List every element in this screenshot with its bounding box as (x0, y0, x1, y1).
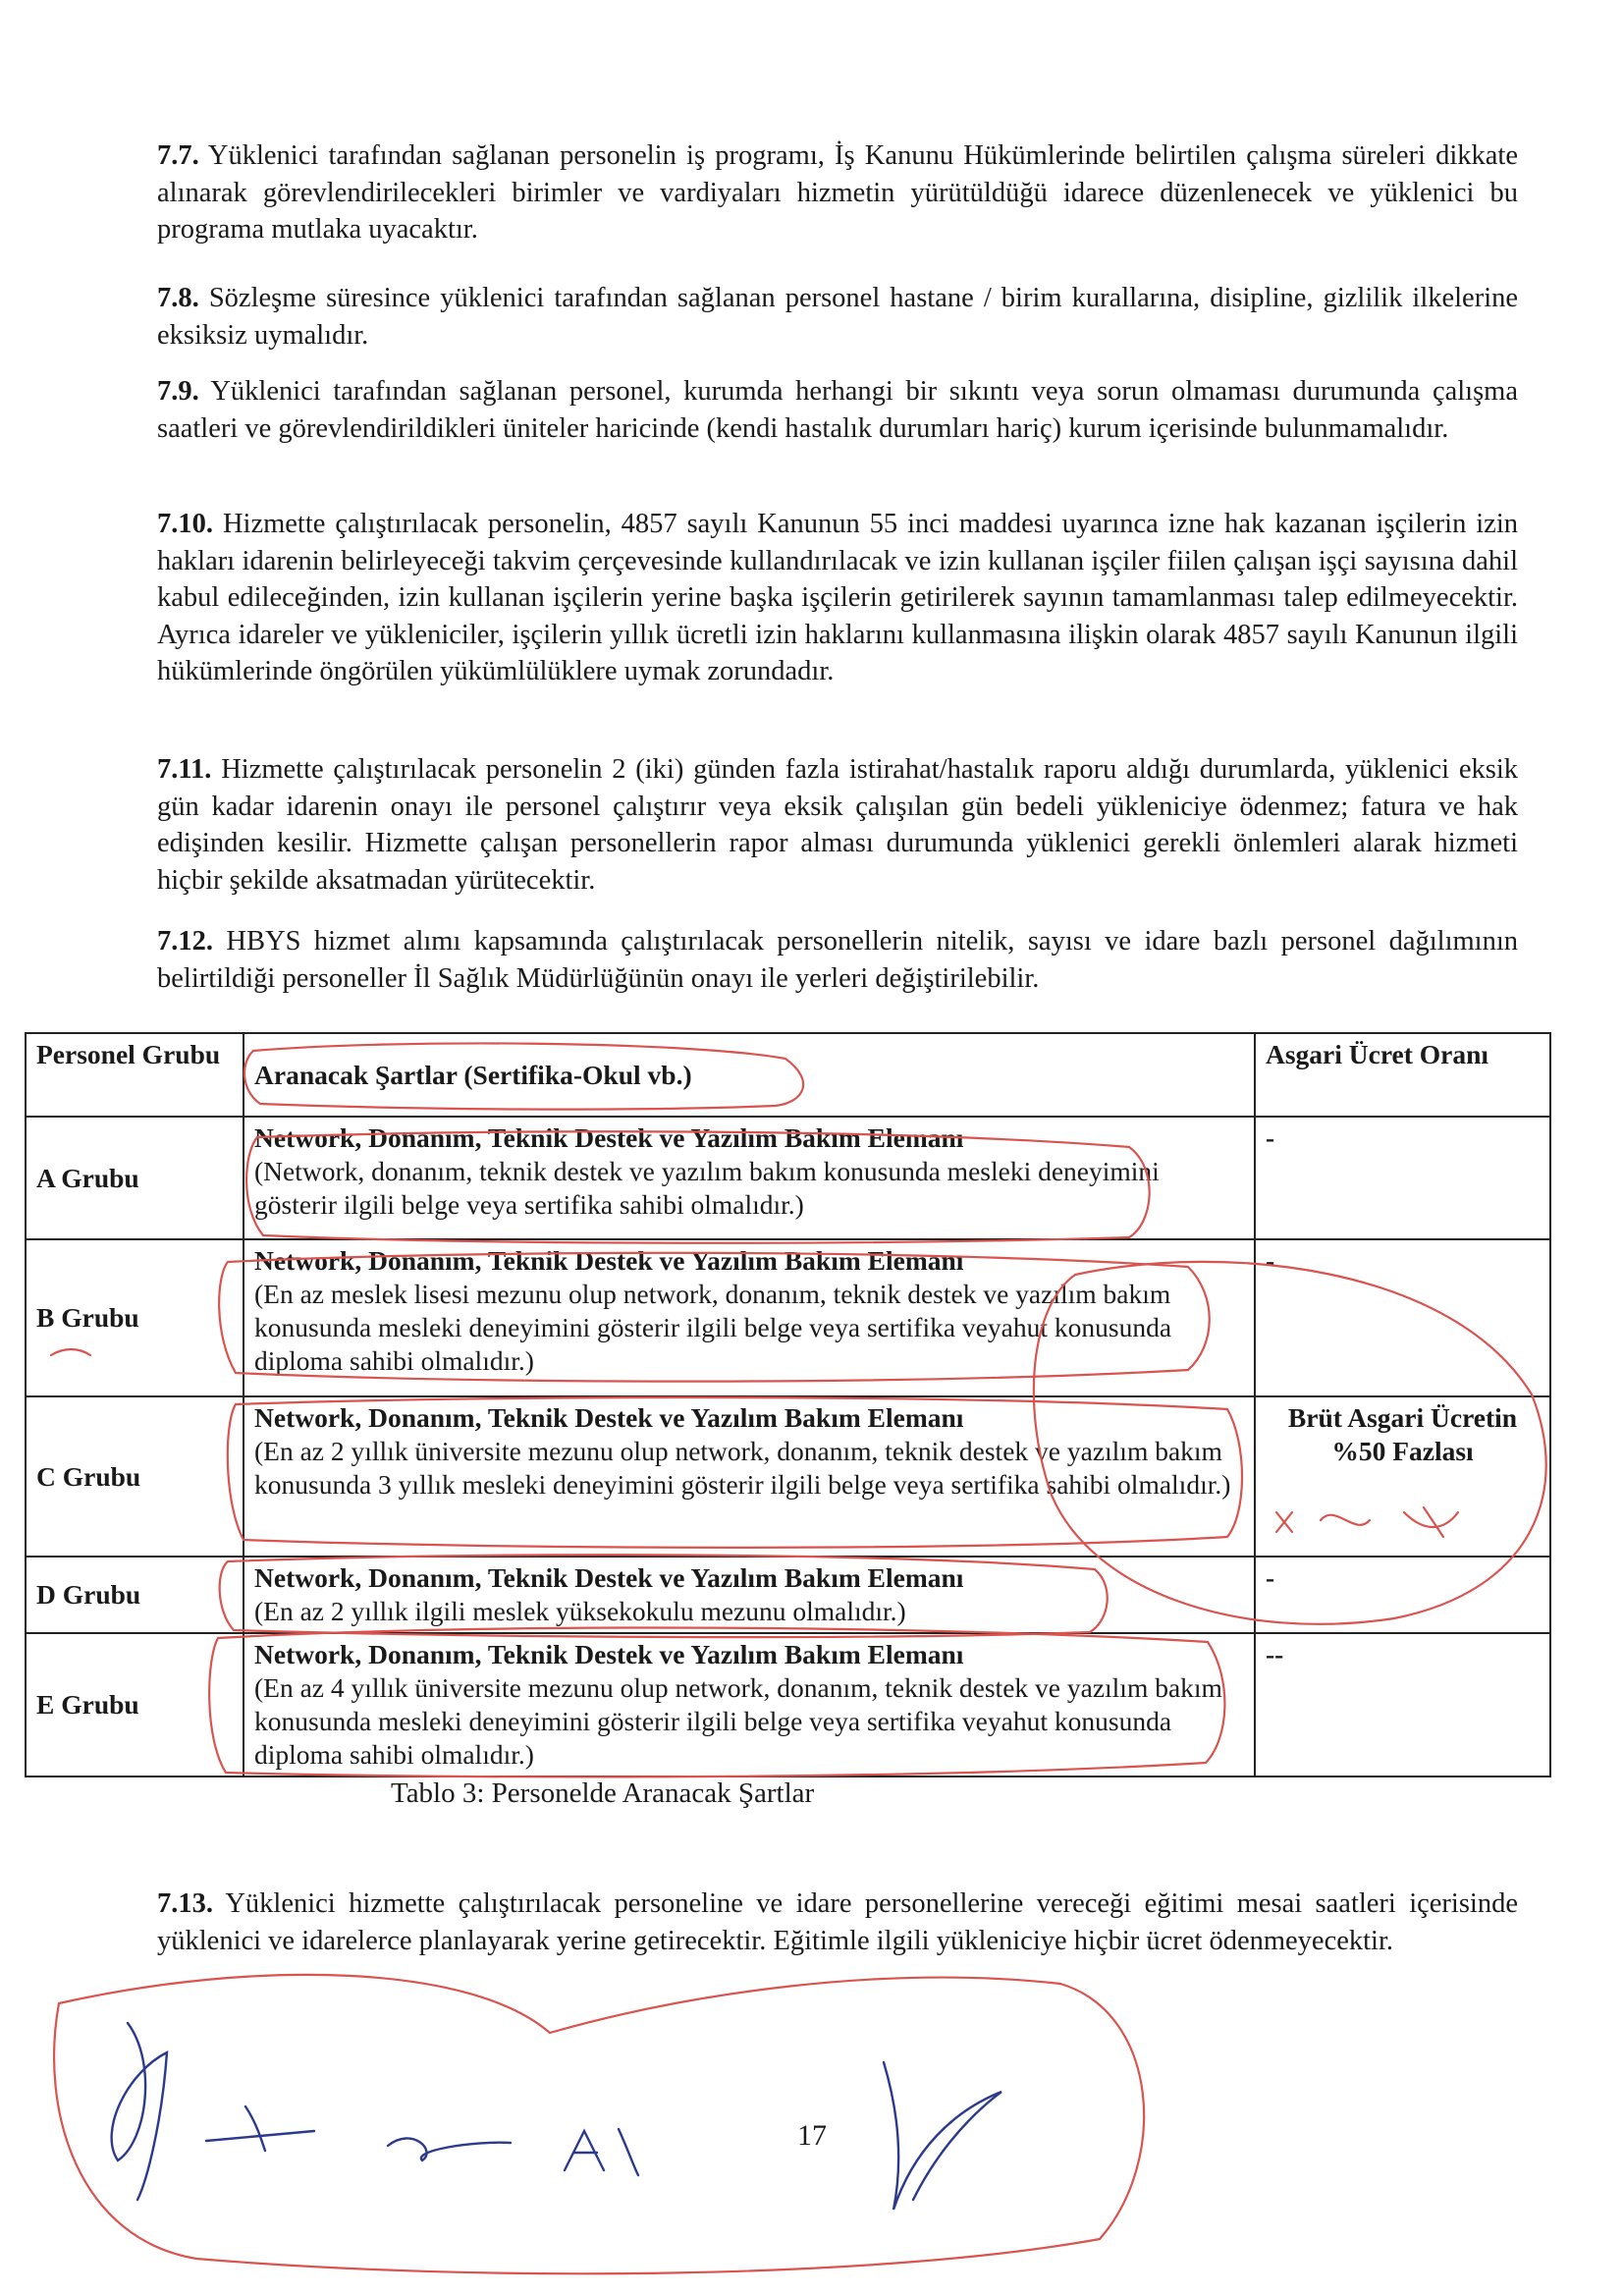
table-header-row (26, 1033, 1550, 1117)
clause-number: 7.8. (157, 283, 199, 313)
requirements-cell (243, 1633, 1255, 1777)
role-description: (Network, donanım, teknik destek ve yazılım bakım konusunda mesleki deneyimini gösterir ilgili belge veya sertifika sahibi olmalıdır.) (254, 1156, 1160, 1220)
page-number: 17 (797, 2119, 827, 2152)
table-row (26, 1557, 1550, 1633)
clause-number: 7.10. (157, 509, 213, 539)
table-row (26, 1633, 1550, 1777)
role-title: Network, Donanım, Teknik Destek ve Yazılım Bakım Elemanı (254, 1245, 964, 1276)
role-title: Network, Donanım, Teknik Destek ve Yazılım Bakım Elemanı (254, 1402, 964, 1433)
clause-text: Yüklenici tarafından sağlanan personelin iş programı, İş Kanunu Hükümlerinde belirtilen çalışma süreleri dikkate alınarak görevlendirilecekleri birimler ve vardiyaları hizmetin yürütüldüğü idarece düzenlenecek ve yüklenici bu programa mutlaka uyacaktır. (157, 140, 1518, 245)
group-cell: C Grubu (26, 1396, 243, 1557)
header-personnel-group: Personel Grubu (26, 1033, 243, 1117)
group-cell: B Grubu (26, 1239, 243, 1396)
clause-text: Hizmette çalıştırılacak personelin 2 (iki) günden fazla istirahat/hastalık raporu aldığı durumlarda, yüklenici eksik gün kadar idarenin onayı ile personel çalıştırır veya eksik çalışılan gün bedeli yükleniciye ödenmez; fatura ve hak edişinden kesilir. Hizmette çalışan personellerin rapor alması durumunda yüklenici gerekli önlemleri alarak hizmeti hiçbir şekilde aksatmadan yürütecektir. (157, 754, 1518, 896)
rate-cell: -- (1255, 1633, 1550, 1777)
role-title: Network, Donanım, Teknik Destek ve Yazılım Bakım Elemanı (254, 1122, 964, 1153)
clause-text: HBYS hizmet alımı kapsamında çalıştırılacak personellerin nitelik, sayısı ve idare bazlı personel dağılımının belirtildiği personeller İl Sağlık Müdürlüğünün onayı ile yerleri değiştirilebilir. (157, 926, 1518, 994)
role-description: (En az 2 yıllık ilgili meslek yüksekokulu mezunu olmalıdır.) (254, 1596, 906, 1626)
clause-7-12 (157, 923, 1518, 997)
rate-cell: Brüt Asgari Ücretin %50 Fazlası (1255, 1396, 1550, 1557)
clause-7-10 (157, 506, 1518, 690)
requirements-cell (243, 1239, 1255, 1396)
role-description: (En az 2 yıllık üniversite mezunu olup network, donanım, teknik destek ve yazılım bakım konusunda 3 yıllık mesleki deneyimini gösterir ilgili belge veya sertifika sahibi olmalıdır.) (254, 1436, 1231, 1500)
rate-cell: - (1255, 1239, 1550, 1396)
clause-number: 7.9. (157, 376, 199, 407)
requirements-cell (243, 1117, 1255, 1239)
clause-number: 7.11. (157, 754, 212, 785)
role-title: Network, Donanım, Teknik Destek ve Yazılım Bakım Elemanı (254, 1639, 964, 1669)
clause-text: Hizmette çalıştırılacak personelin, 4857 sayılı Kanunun 55 inci maddesi uyarınca izne hak kazanan işçilerin izin hakları idarenin belirleyeceği takvim çerçevesinde kullandırılacak ve izin kullanan işçiler fiilen çalışan işçi sayısına dahil kabul edileceğinden, izin kullanan işçilerin yerine başka işçilerin getirilerek sayının tamamlanması talep edilmeyecektir. Ayrıca idareler ve yükleniciler, işçilerin yıllık ücretli izin haklarını kullanmasına ilişkin olarak 4857 sayılı Kanunun ilgili hükümlerinde öngörülen yükümlülüklere uymak zorundadır. (157, 509, 1518, 686)
table-row (26, 1239, 1550, 1396)
rate-cell: - (1255, 1117, 1550, 1239)
personnel-requirements-table (25, 1032, 1551, 1777)
rate-cell: - (1255, 1557, 1550, 1633)
clause-number: 7.7. (157, 140, 199, 171)
clause-number: 7.13. (157, 1888, 213, 1919)
group-cell: A Grubu (26, 1117, 243, 1239)
group-cell: E Grubu (26, 1633, 243, 1777)
clause-text: Yüklenici tarafından sağlanan personel, kurumda herhangi bir sıkıntı veya sorun olmaması durumunda çalışma saatleri ve görevlendirildikleri üniteler haricinde (kendi hastalık durumları hariç) kurum içerisinde bulunmamalıdır. (157, 376, 1518, 444)
header-min-wage-ratio: Asgari Ücret Oranı (1255, 1033, 1550, 1117)
clause-7-9 (157, 373, 1518, 447)
table-caption: Tablo 3: Personelde Aranacak Şartlar (391, 1777, 815, 1809)
group-cell: D Grubu (26, 1557, 243, 1633)
clause-7-13 (157, 1886, 1518, 1959)
role-title: Network, Donanım, Teknik Destek ve Yazılım Bakım Elemanı (254, 1562, 964, 1593)
role-description: (En az meslek lisesi mezunu olup network, donanım, teknik destek ve yazılım bakım konusunda mesleki deneyimini gösterir ilgili belge veya sertifika veyahut konusunda diploma sahibi olmalıdır.) (254, 1279, 1172, 1376)
role-description: (En az 4 yıllık üniversite mezunu olup network, donanım, teknik destek ve yazılım bakım konusunda mesleki deneyimini gösterir ilgili belge veya sertifika veyahut konusunda diploma sahibi olmalıdır.) (254, 1672, 1222, 1770)
requirements-cell (243, 1557, 1255, 1633)
clause-7-7 (157, 137, 1518, 248)
header-requirements: Aranacak Şartlar (Sertifika-Okul vb.) (243, 1033, 1255, 1117)
clause-7-8 (157, 280, 1518, 354)
clause-7-11 (157, 751, 1518, 899)
clause-text: Sözleşme süresince yüklenici tarafından sağlanan personel hastane / birim kurallarına, disipline, gizlilik ilkelerine eksiksiz uymalıdır. (157, 283, 1519, 351)
table-row (26, 1396, 1550, 1557)
requirements-cell (243, 1396, 1255, 1557)
clause-text: Yüklenici hizmette çalıştırılacak personeline ve idare personellerine vereceği eğitimi mesai saatleri içerisinde yüklenici ve idarelerce planlayarak yerine getirecektir. Eğitimle ilgili yükleniciye hiçbir ücret ödenmeyecektir. (157, 1888, 1518, 1956)
clause-number: 7.12. (157, 926, 213, 957)
table-row (26, 1117, 1550, 1239)
